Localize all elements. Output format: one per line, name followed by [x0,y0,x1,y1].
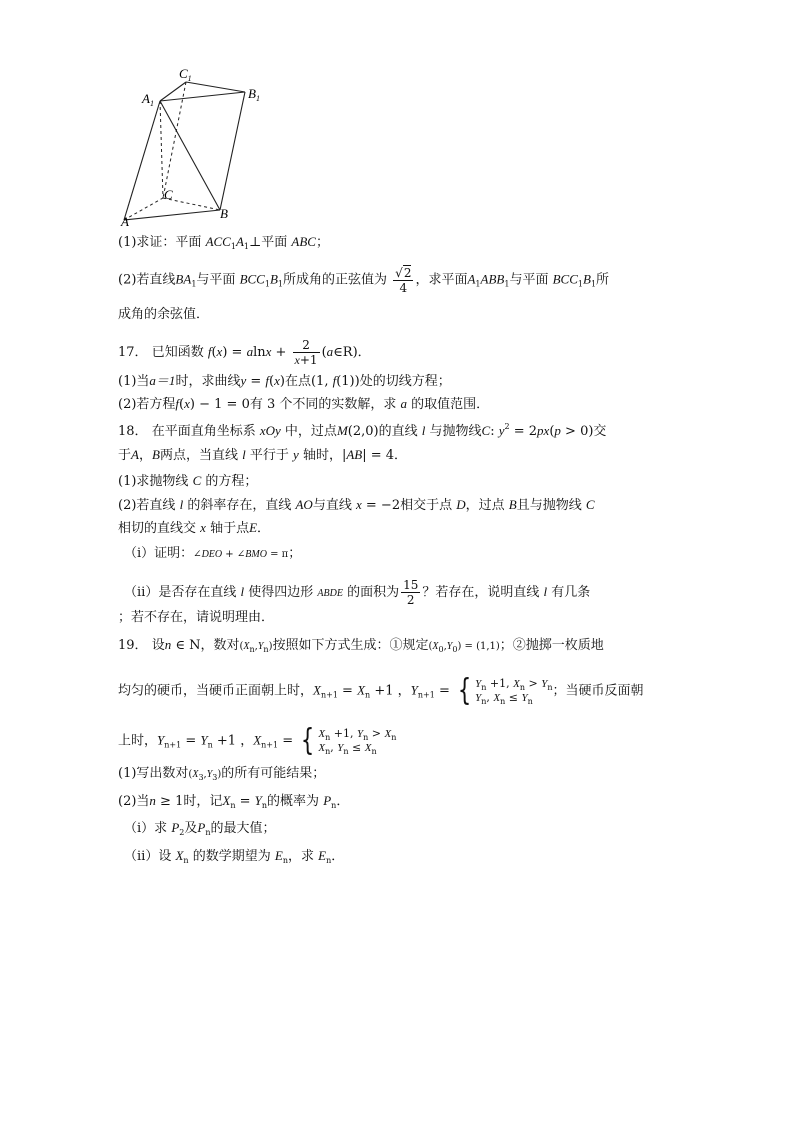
edge-c1-b1 [186,82,245,92]
q18-sub-ii: （ⅱ）是否存在直线 l 使得四边形 ABDE 的面积为 $\frac{15}{2}$ ？若存在，说明直线 l 有几条 [124,578,591,607]
q19-sub-ii: （ⅱ）设 $X_n$ 的数学期望为 $E_n$，求 $E_n$． [124,848,345,865]
q16-part2-line2: 成角的余弦值． [118,307,210,322]
label-c1: $C_1$ [179,66,192,83]
q19-stem-line1: 19． 设n ∈ N，数对$(X_n,Y_n)$按照如下方式生成：①规定$(X_0,Y_0) = (1,1)$；②抛掷一枚质地 [118,637,604,654]
q18-stem-line1: 18． 在平面直角坐标系 xOy 中，过点M(2,0)的直线 l 与抛物线C: $y^2 = 2px(p > 0)$交 [118,422,607,439]
edge-a1-a [124,101,160,220]
label-b: B [220,206,228,221]
q17-stem: 17． 已知函数 f(x) = alnx + $\frac{2}{x+1}$ (a∈R)． [118,338,371,367]
q19-stem-line3: 上时，$Y_{n+1} = Y_n +1$ ，$X_{n+1}$ = { $X_n +1$, $Y_n > X_n$ $X_n$, $Y_n \le X_n$ [118,723,397,758]
label-a: A [121,214,129,229]
edge-b1-b [220,92,245,210]
q18-part2-line1: (2)若直线 l 的斜率存在，直线 AO与直线 x = −2相交于点 D，过点 B且与抛物线 C [118,497,595,513]
edge-a1-c [160,101,163,198]
edge-a1-b1 [160,92,245,101]
q19-part1: (1)写出数对$(X_3,Y_3)$的所有可能结果； [118,766,326,782]
q18-sub-i: （ⅰ）证明：∠DEO + ∠BMO = π； [124,546,302,561]
q19-stem-line2: 均匀的硬币，当硬币正面朝上时，$X_{n+1} = X_n +1$ ，$Y_{n+1}$ = { $Y_n +1$, $X_n > Y_n$ $Y_n$, $X_n \le Y_n$ ；当硬币反面朝 [118,673,644,708]
q19-sub-i: （ⅰ）求 $P_2$及$P_n$的最大值； [124,820,276,837]
label-a1: $A_1$ [142,91,154,108]
q16-part1: (1)求证：平面 $ACC_1A_1\perp$平面 ABC； [118,234,329,251]
q17-part1: (1)当a＝1时，求曲线y = f(x)在点(1, f(1))处的切线方程； [118,373,451,389]
q18-stem-line2: 于A，B两点，当直线 l 平行于 y 轴时，|AB| = 4． [118,447,408,463]
label-b1: $B_1$ [248,86,260,103]
q19-part2: (2)当n ≥ 1时，记$X_n = Y_n$的概率为 $P_n$． [118,793,350,810]
prism-figure [0,0,793,230]
q18-sub-ii-line2: ；若不存在，请说明理由． [118,610,275,625]
q18-part1: (1)求抛物线 C 的方程； [118,473,258,489]
q17-part2: (2)若方程f(x) − 1 = 0有 3 个不同的实数解，求 a 的取值范围． [118,396,490,412]
label-c: C [164,187,173,202]
q16-part2: (2)若直线$BA_1$与平面 $BCC_1B_1$所成角的正弦值为 $\frac{√2}{4}$ ，求平面$A_1ABB_1$与平面 $BCC_1B_1$所 [118,266,610,295]
q18-part2-line2: 相切的直线交 x 轴于点E． [118,520,271,536]
edge-a-b [124,210,220,220]
